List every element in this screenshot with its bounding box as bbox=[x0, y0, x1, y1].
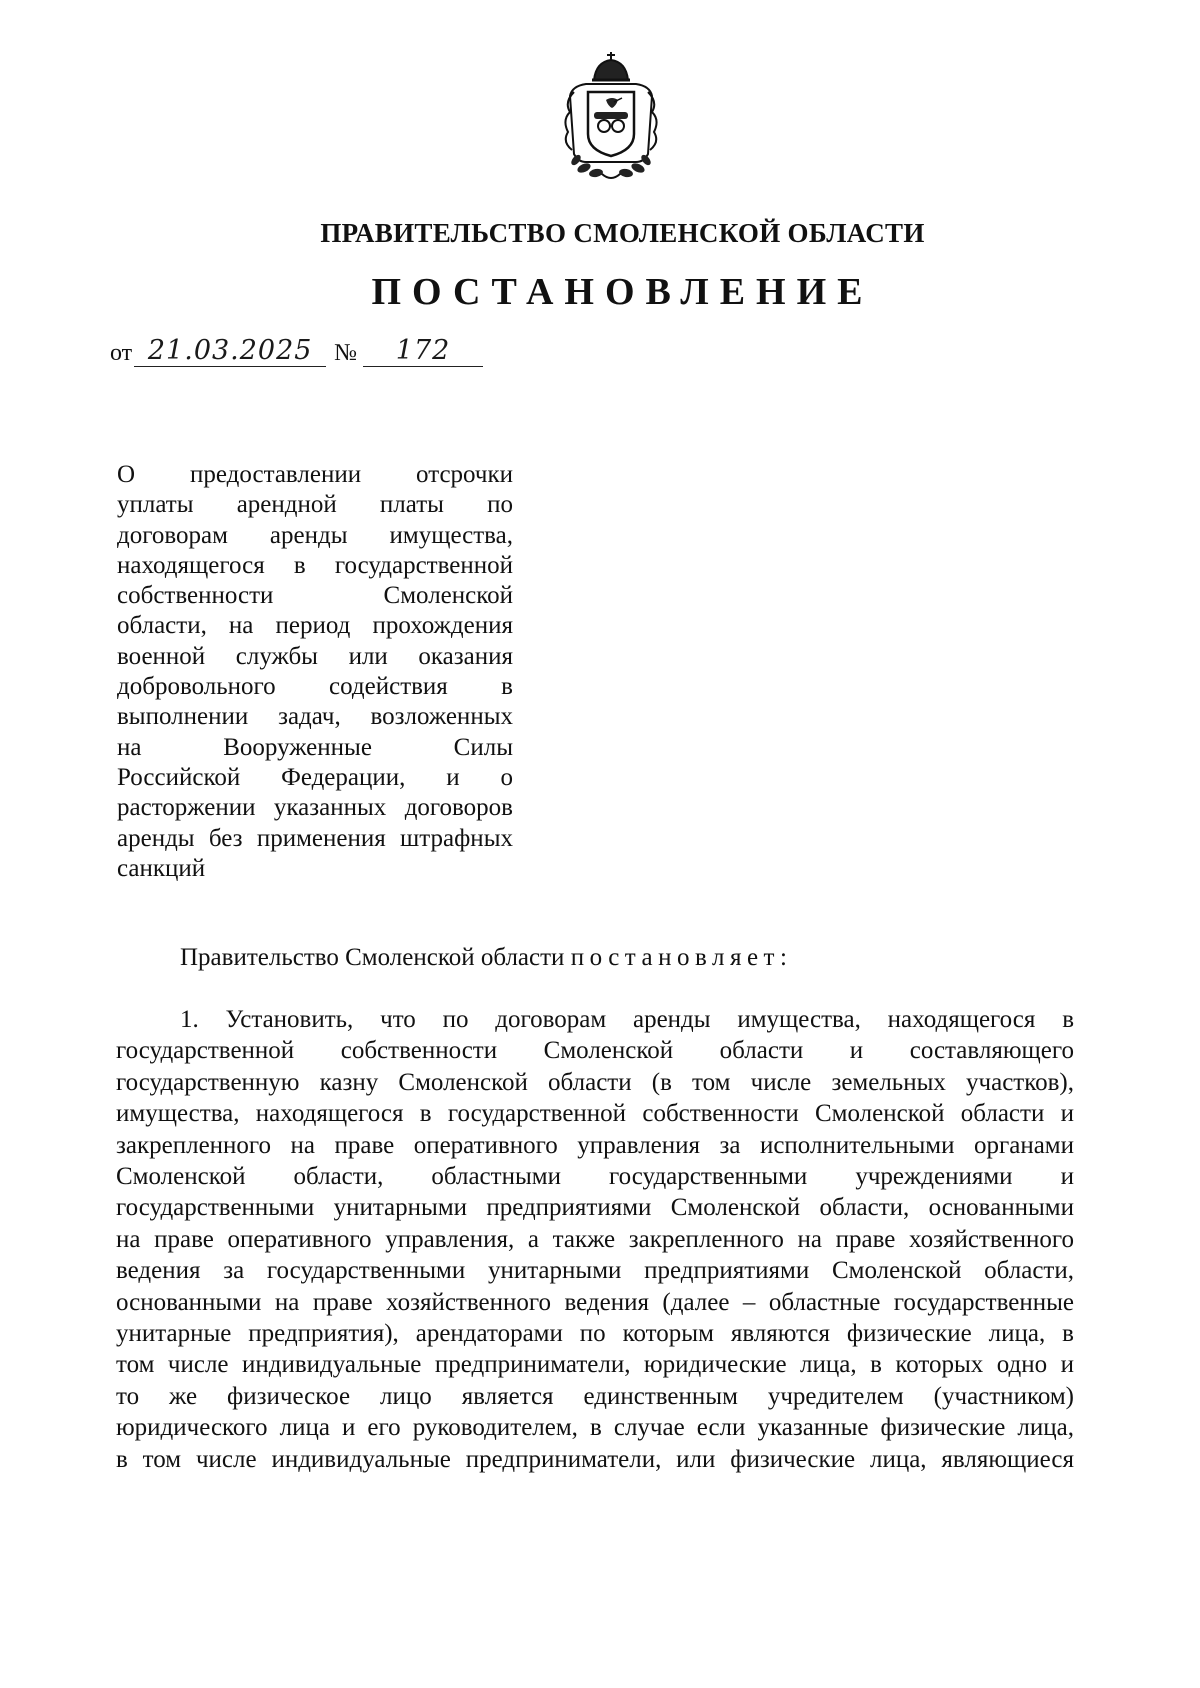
body-line: закрепленного на праве оперативного управления за исполнительными органами bbox=[116, 1131, 1074, 1159]
subject-line: находящегося в государственной bbox=[117, 551, 513, 579]
preamble-decree-word: постановляет: bbox=[570, 944, 793, 971]
body-line: имущества, находящегося в государственной собственности Смоленской области и bbox=[116, 1100, 1074, 1128]
body-line: государственную казну Смоленской области (в том числе земельных участков), bbox=[116, 1068, 1074, 1096]
subject-line: выполнении задач, возложенных bbox=[117, 703, 513, 731]
subject-line: аренды без применения штрафных bbox=[117, 824, 513, 852]
government-name: ПРАВИТЕЛЬСТВО СМОЛЕНСКОЙ ОБЛАСТИ bbox=[320, 218, 925, 248]
body-line: ведения за государственными унитарными предприятиями Смоленской области, bbox=[116, 1257, 1074, 1285]
body-line: том числе индивидуальные предприниматели, юридические лица, в которых одно и bbox=[116, 1351, 1074, 1379]
subject-line: Российской Федерации, и о bbox=[117, 763, 513, 791]
subject-line: добровольного содействия в bbox=[117, 673, 513, 701]
body-line: государственными унитарными предприятиями Смоленской области, основанными bbox=[116, 1194, 1074, 1222]
body-line: Смоленской области, областными государственными учреждениями и bbox=[116, 1163, 1074, 1191]
body-line: в том числе индивидуальные предприниматели, или физические лица, являющиеся bbox=[116, 1445, 1074, 1473]
body-paragraph bbox=[116, 1004, 1074, 1475]
subject-line: расторжении указанных договоров bbox=[117, 794, 513, 822]
body-line: то же физическое лицо является единственным учредителем (участником) bbox=[116, 1382, 1074, 1410]
date-number-line bbox=[110, 336, 483, 367]
preamble bbox=[180, 944, 792, 972]
subject-line: О предоставлении отсрочки bbox=[117, 461, 513, 488]
subject-line: санкций bbox=[117, 854, 206, 882]
subject-line: уплаты арендной платы по bbox=[117, 491, 513, 519]
body-line: основанными на праве хозяйственного ведения (далее – областные государственные bbox=[116, 1288, 1074, 1316]
date-label: от bbox=[110, 340, 133, 366]
body-line: юридического лица и его руководителем, в случае если указанные физические лица, bbox=[116, 1414, 1074, 1442]
subject-line: военной службы или оказания bbox=[117, 642, 513, 670]
handwritten-date: 21.03.2025 bbox=[134, 336, 326, 367]
coat-of-arms-icon bbox=[556, 50, 666, 182]
handwritten-number: 172 bbox=[363, 336, 483, 367]
document-type-title: ПОСТАНОВЛЕНИЕ bbox=[371, 271, 874, 313]
subject-line: на Вооруженные Силы bbox=[117, 733, 513, 761]
body-line: государственной собственности Смоленской области и составляющего bbox=[116, 1037, 1074, 1065]
number-label: № bbox=[334, 340, 358, 366]
body-line: унитарные предприятия), арендаторами по которым являются физические лица, в bbox=[116, 1320, 1074, 1348]
preamble-text: Правительство Смоленской области bbox=[180, 944, 565, 971]
subject-line: договорам аренды имущества, bbox=[117, 521, 513, 549]
subject-block bbox=[117, 460, 513, 884]
subject-line: области, на период прохождения bbox=[117, 612, 513, 640]
subject-line: собственности Смоленской bbox=[117, 582, 513, 610]
body-line: на праве оперативного управления, а также закрепленного на праве хозяйственного bbox=[116, 1225, 1074, 1253]
body-line: 1. Установить, что по договорам аренды имущества, находящегося в bbox=[180, 1006, 1074, 1033]
